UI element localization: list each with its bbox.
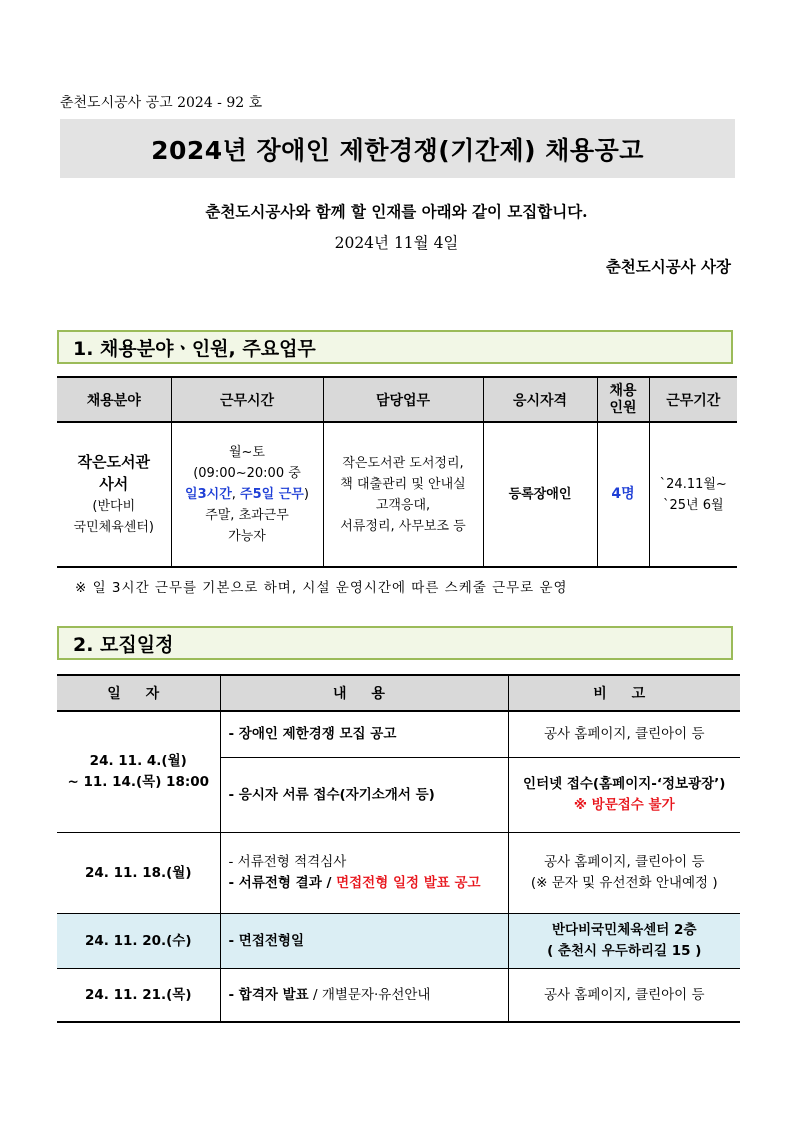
hours-sep: , (231, 487, 241, 502)
period-start: `24.11월~ (659, 476, 727, 492)
cell-count: 4명 (597, 422, 649, 567)
remark-no-visit: ※ 방문접수 불가 (573, 797, 675, 813)
content-announcement: - 장애인 제한경쟁 모집 공고 (220, 711, 508, 758)
remark-interview (508, 914, 740, 969)
work-note: ※ 일 3시간 근무를 기본으로 하며, 시설 운영시간에 따른 스케줄 근무로 운영 (75, 580, 568, 596)
header-field: 채용분야 (57, 377, 171, 422)
cell-period (649, 422, 737, 567)
hours-available: 가능자 (228, 529, 266, 544)
header-count (597, 377, 649, 422)
table-row (57, 833, 740, 914)
field-place2: 국민체육센터) (73, 519, 154, 535)
header-qualification: 응시자격 (483, 377, 597, 422)
date-1-end: ~ 11. 14.(목) 18:00 (67, 774, 210, 790)
date-cell-3: 24. 11. 20.(수) (57, 914, 220, 969)
content-application: - 응시자 서류 접수(자기소개서 등) (220, 758, 508, 833)
field-place1: (반다비 (92, 498, 136, 514)
duty-2: 책 대출관리 및 안내실 (340, 476, 466, 492)
hours-close: ) (303, 487, 309, 502)
table-row (57, 969, 740, 1023)
cell-field (57, 422, 171, 567)
remark-interview-1: 반다비국민체육센터 2층 (551, 922, 697, 938)
duty-3: 고객응대, (375, 497, 431, 513)
content-screening-2a: - 서류전형 결과 / (228, 875, 337, 891)
content-result-b: / 개별문자·유선안내 (308, 986, 431, 1003)
table-row (57, 422, 737, 567)
notice-number: 춘천도시공사 공고 2024 - 92 호 (60, 95, 263, 111)
content-screening-2b: 면접전형 일정 발표 공고 (336, 875, 481, 891)
table-row (57, 711, 740, 758)
remark-screening-2: (※ 문자 및 유선전화 안내예정 ) (530, 875, 718, 891)
recruitment-table (57, 376, 737, 568)
content-screening-1: - 서류전형 적격심사 (228, 854, 347, 870)
header-count-line2: 인원 (609, 399, 637, 416)
cell-duty (323, 422, 483, 567)
period-end: `25년 6월 (662, 497, 724, 513)
field-role: 사서 (99, 474, 129, 493)
cell-hours (171, 422, 323, 567)
remark-announcement: 공사 홈페이지, 클린아이 등 (508, 711, 740, 758)
field-name: 작은도서관 (77, 452, 150, 471)
header-duty: 담당업무 (323, 377, 483, 422)
notice-date: 2024년 11월 4일 (334, 234, 459, 252)
date-1-start: 24. 11. 4.(월) (89, 753, 187, 769)
header-period: 근무기간 (649, 377, 737, 422)
header-remark: 비 고 (508, 675, 740, 711)
date-cell-4: 24. 11. 21.(목) (57, 969, 220, 1023)
page-title: 2024년 장애인 제한경쟁(기간제) 채용공고 (60, 119, 735, 178)
header-date: 일 자 (57, 675, 220, 711)
date-cell-2: 24. 11. 18.(월) (57, 833, 220, 914)
section-title-2: 2. 모집일정 (57, 626, 733, 660)
remark-result: 공사 홈페이지, 클린아이 등 (508, 969, 740, 1023)
remark-screening (508, 833, 740, 914)
content-screening (220, 833, 508, 914)
signer: 춘천도시공사 사장 (605, 257, 731, 276)
remark-online: 인터넷 접수(홈페이지-‘정보광장’) (523, 776, 726, 792)
hours-range: (09:00~20:00 중 (193, 466, 301, 481)
table-row (57, 914, 740, 969)
cell-qualification: 등록장애인 (483, 422, 597, 567)
hours-days: 월~토 (228, 445, 265, 460)
duty-4: 서류정리, 사무보조 등 (340, 518, 466, 534)
remark-application (508, 758, 740, 833)
header-count-line1: 채용 (609, 382, 637, 399)
remark-screening-1: 공사 홈페이지, 클린아이 등 (543, 854, 705, 870)
content-result (220, 969, 508, 1023)
schedule-table (57, 674, 740, 1023)
header-hours: 근무시간 (171, 377, 323, 422)
duty-1: 작은도서관 도서정리, (342, 455, 464, 471)
hours-extra: 주말, 초과근무 (205, 508, 289, 523)
content-result-a: - 합격자 발표 (228, 986, 309, 1003)
header-content: 내 용 (220, 675, 508, 711)
section-title-1: 1. 채용분야ㆍ인원, 주요업무 (57, 330, 733, 364)
hours-weekly: 주5일 근무 (240, 487, 304, 502)
content-interview: - 면접전형일 (220, 914, 508, 969)
hours-daily: 일3시간 (185, 487, 232, 502)
lead-text: 춘천도시공사와 함께 할 인재를 아래와 같이 모집합니다. (205, 202, 588, 221)
remark-interview-2: ( 춘천시 우두하리길 15 ) (547, 943, 702, 959)
date-cell-1 (57, 711, 220, 833)
